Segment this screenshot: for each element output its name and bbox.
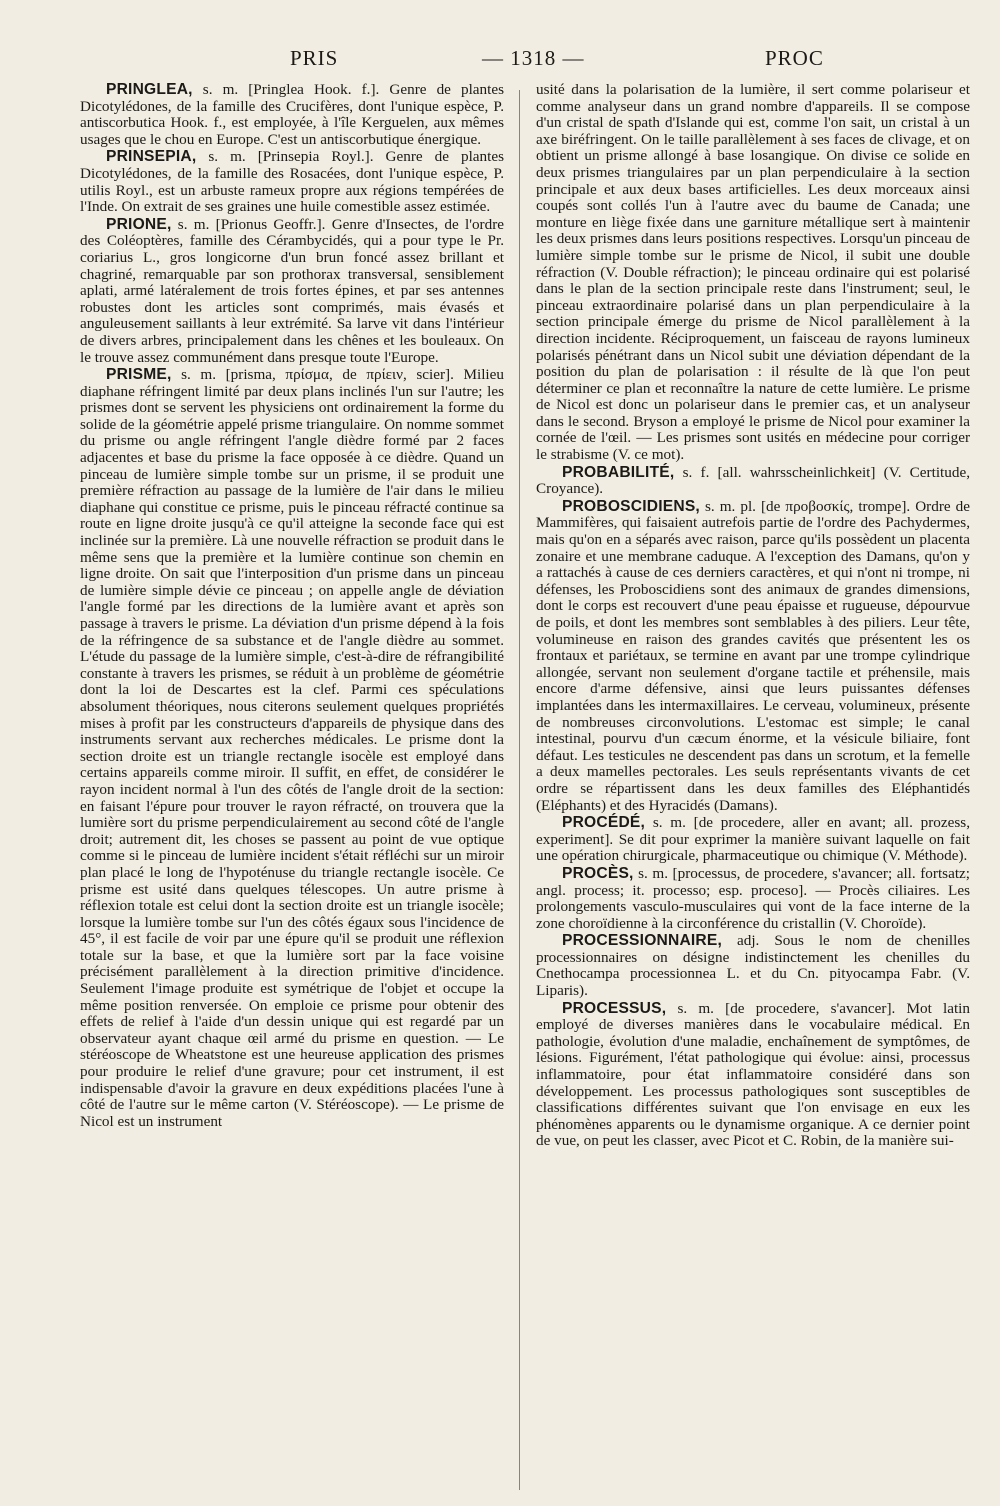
right-running-head: PROC: [765, 46, 824, 70]
entry-text: usité dans la polarisation de la lumière, il sert comme polariseur et comme analyseur dans un grand nombre d'appareils. Il se compose d'un cristal de spath d'Islande qui est, comme l'on sait, un cristal à un axe biréfringent. On le taille parallèlement à ses faces de clivage, et on obtient un prisme allongé à base losangique. On divise ce solide en deux prismes triangulaires par un plan perpendiculaire à la section principale et aux deux bases artificielles. Les deux morceaux ainsi coupés sont collés l'un à l'autre avec du baume de Canada; une monture en liège fixée dans une garniture métallique sert à maintenir les deux prismes dans leurs positions respectives. Lorsqu'un pinceau de lumière simple tombe sur le prisme de Nicol, il subit une double réfraction (V. Double réfraction); le pinceau ordinaire qui est polarisé dans le plan de la section principale reste dans l'instrument; seul, le pinceau extraordinaire polarisé dans un plan perpendiculaire à la section principale émerge du prisme de Nicol parallèlement à la direction incidente. Réciproquement, un faisceau de rayons lumineux polarisés pénétrant dans un Nicol subit une déviation dépendant de la position du plan de polarisation : il résulte de là que l'on peut déterminer ce plan et reconnaître la nature de cette lumière. Le prisme de Nicol est donc un polariseur dans le premier cas, et un analyseur dans le second. Bryson a employé le prisme de Nicol pour examiner la cornée de l'œil. — Les prismes sont usités en médecine pour corriger le strabisme (V. ce mot).: [536, 81, 970, 464]
right-column: [536, 82, 970, 1151]
left-column: [80, 82, 504, 1131]
headword: PRIONE,: [106, 215, 172, 233]
entry-text: s. m. [de procedere, aller en avant; all. prozess, experiment]. Se dit pour exprimer la manière suivant laquelle on fait une opération chirurgicale, pharmaceutique ou chimique (V. Méthode).: [536, 814, 970, 865]
headword: PROCESSUS,: [562, 999, 667, 1017]
entry-text: s. m. pl. [de προβοσκίς, trompe]. Ordre de Mammifères, qui faisaient autrefois partie de l'ordre des Pachydermes, mais qu'on en a séparés avec raison, parce qu'ils possèdent un placenta zonaire et une membrane caduque. A l'exception des Damans, qu'on y a rattachés à cause de ces derniers caractères, et qui n'ont ni trompe, ni défenses, les Proboscidiens sont des animaux de grandes dimensions, dont le corps est recouvert d'une peau épaisse et rugueuse, dépourvue de poils, et dont les membres sont semblables à des piliers. Leur tête, volumineuse en raison des grandes cavités que présentent les os frontaux et pariétaux, se termine en avant par une trompe cylindrique allongée, servant non seulement d'organe tactile et préhensile, mais encore d'arme défensive, ainsi que leurs puissantes défenses implantées dans les intermaxillaires. Le cerveau, volumineux, présente de nombreuses circonvolutions. L'estomac est simple; le canal intestinal, pourvu d'un cæcum énorme, et la vésicule biliaire, font défaut. Les testicules ne descendent pas dans un scrotum, et la femelle a deux mamelles pectorales. Les seuls représentants vivants de cet ordre se répartissent dans les deux familles des Eléphantidés (Eléphants) et des Hyracidés (Damans).: [536, 497, 970, 814]
entry-processionnaire: [536, 933, 970, 999]
running-header: [0, 46, 1000, 86]
entry-text: s. f. [all. wahrsscheinlichkeit] (V. Certitude, Croyance).: [536, 463, 970, 498]
entry-probabilite: [536, 465, 970, 498]
entry-proces: [536, 866, 970, 932]
left-running-head: PRIS: [290, 46, 339, 70]
entry-prinsepia: [80, 149, 504, 215]
entry-text: s. m. [Prinsepia Royl.]. Genre de plantes Dicotylédones, de la famille des Rosacées, dont l'unique espèce, P. utilis Royl., est un arbuste rameux propre aux régions tempérées de l'Inde. On extrait de ses graines une huile comestible assez estimée.: [80, 148, 504, 216]
headword: PROBOSCIDIENS,: [562, 497, 700, 515]
headword: PRINGLEA,: [106, 81, 193, 98]
entry-prisme: [80, 367, 504, 1130]
entry-prisme-continued: [536, 82, 970, 464]
entry-pringlea: [80, 82, 504, 148]
entry-prione: [80, 217, 504, 366]
entry-proboscidiens: [536, 499, 970, 814]
entry-text: s. m. [de procedere, s'avancer]. Mot latin employé de diverses manières dans le vocabulaire médical. En pathologie, évolution d'une maladie, enchaînement de symptômes, de lésions. Figurément, l'état pathologique qui évolue: ainsi, processus inflammatoire, pour état inflammatoire considéré dans son développement. Les processus pathologiques sont susceptibles de classifications différentes suivant que l'on envisage en eux les phénomènes apparents ou le dynamisme organique. A ce dernier point de vue, on peut les classer, avec Picot et C. Robin, de la manière sui-: [536, 999, 970, 1150]
entry-text: s. m. [Pringlea Hook. f.]. Genre de plantes Dicotylédones, de la famille des Crucifères, dont l'unique espèce, P. antiscorbutica Hook. f., est employée, à l'île Kerguelen, aux mêmes usages que le chou en Europe. C'est un antiscorbutique énergique.: [80, 81, 504, 148]
headword: PROCÉDÉ,: [562, 814, 646, 832]
entry-text: s. m. [processus, de procedere, s'avancer; all. fortsatz; angl. process; it. processo; esp. proceso]. — Procès ciliaires. Les prolongements vasculo-musculaires qui vont de la face interne de la zone choroïdienne à la circonférence du cristallin (V. Choroïde).: [536, 864, 970, 932]
headword: PRINSEPIA,: [106, 148, 197, 166]
headword: PROCÈS,: [562, 864, 634, 882]
entry-text: adj. Sous le nom de chenilles processionnaires on désigne indistinctement les chenilles du Cnethocampa processionnea L. et du Cn. pityocampa Fabr. (V. Liparis).: [536, 932, 970, 1000]
column-divider: [519, 90, 520, 1490]
headword: PRISME,: [106, 366, 172, 384]
headword: PROCESSIONNAIRE,: [562, 932, 723, 950]
headword: PROBABILITÉ,: [562, 463, 675, 481]
entry-processus: [536, 1001, 970, 1150]
entry-text: s. m. [prisma, πρίσμα, de πρίειν, scier]. Milieu diaphane réfringent limité par deux plans inclinés l'un sur l'autre; les prismes dont se servent les physiciens ont ordinairement la forme du solide de la géométrie appelé prisme triangulaire. On nomme sommet du prisme ou angle réfringent l'angle dièdre formé par 2 faces adjacentes et base du prisme la face opposée à ce dièdre. Quand un pinceau de lumière simple tombe sur un prisme, il se produit une première réfraction au passage de la lumière de l'air dans le milieu diaphane qui constitue ce prisme, puis le pinceau réfracté continue sa route en ligne droite jusqu'à ce qu'il atteigne la seconde face qui est inclinée sur la première. Là une nouvelle réfraction se produit dans le même sens que la première et la lumière continue son chemin en ligne droite. On sait que l'interposition d'un prisme dans un pinceau de lumière simple dévie ce pinceau ; on appelle angle de déviation l'angle formé par les directions de la lumière avant et après son passage à travers le prisme. La déviation d'un prisme dépend à la fois de la réfringence de sa substance et de l'angle dièdre au sommet. L'étude du passage de la lumière simple, c'est-à-dire de réfrangibilité constante à travers les prismes, se réduit à un problème de géométrie dont la loi de Descartes est la clef. Parmi ces spéculations absolument théoriques, nous citerons seulement quelques propriétés mises à profit par les constructeurs d'appareils de physique dans des instruments servant aux recherches médicales. Le prisme dont la section droite est un triangle rectangle isocèle est employé dans certains appareils comme miroir. Il suffit, en effet, de considérer le rayon incident normal à l'un des côtés de l'angle droit de la section: en faisant l'épure pour trouver le rayon réfracté, on trouvera que la lumière sort du prisme perpendiculairement au second côté de l'angle droit; autrement dit, les choses se passent au point de vue optique comme si le pinceau de lumière incident s'était réfléchi sur un miroir plan placé le long de l'hypoténuse du triangle rectangle isocèle. Ce prisme est usité dans quelques télescopes. Un autre prisme à réflexion totale est celui dont la section droite est un triangle isocèle; lorsque la lumière tombe sur l'un des côtés égaux sous l'incidence de 45°, il est facile de voir par une épure qu'il se produit une réflexion totale sur la base, et que la lumière sort par la face voisine précisément parallèlement à la direction primitive d'incidence. Seulement l'image produite est symétrique de l'objet et occupe la même position renversée. On emploie ce prisme pour obtenir des effets de relief à l'aide d'un dessin unique qui est regardé par un observateur ayant chaque œil armé du prisme en question. — Le stéréoscope de Wheatstone est une heureuse application des prismes pour produire le relief d'une gravure; pour cet instrument, il est indispensable d'avoir la gravure en deux expéditions placées l'une à côté de l'autre sur le même carton (V. Stéréoscope). — Le prisme de Nicol est un instrument: [80, 366, 504, 1130]
entry-procede: [536, 815, 970, 865]
page-number: — 1318 —: [482, 46, 585, 70]
entry-text: s. m. [Prionus Geoffr.]. Genre d'Insectes, de l'ordre des Coléoptères, famille des Cérambycidés, qui a pour type le Pr. coriarius L., gros longicorne d'un brun foncé assez brillant et chagriné, remarquable par son prothorax transversal, sensiblement aplati, armé latéralement de trois fortes épines, et par ses antennes robustes dont les articles sont comprimés, mais évasés et anguleusement saillants à leur extrémité. Sa larve vit dans l'intérieur de divers arbres, principalement dans les chênes et les bouleaux. On le trouve assez communément dans presque toute l'Europe.: [80, 215, 504, 366]
